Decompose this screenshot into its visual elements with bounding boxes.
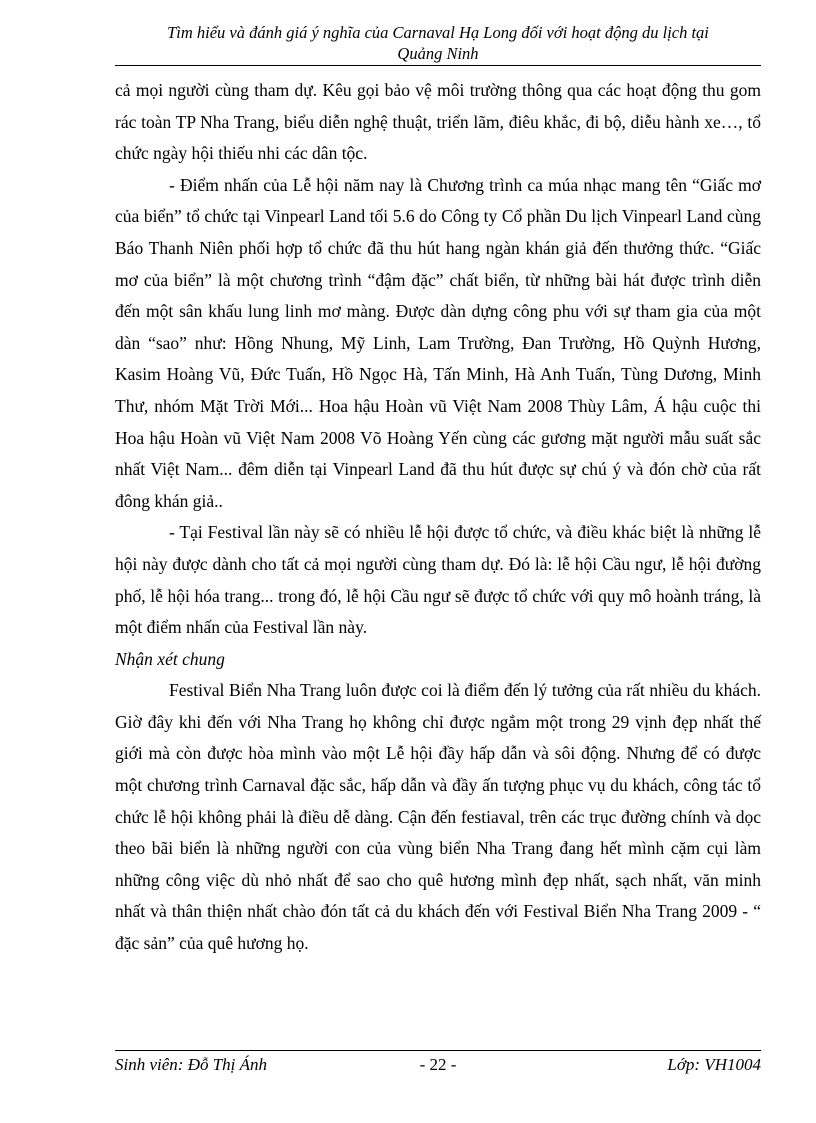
header-title-line1: Tìm hiểu và đánh giá ý nghĩa của Carnaval Hạ Long đối với hoạt động du lịch tại <box>167 23 709 42</box>
paragraph-highlight-program: - Điểm nhấn của Lễ hội năm nay là Chương trình ca múa nhạc mang tên “Giấc mơ của biển” tổ chức tại Vinpearl Land tối 5.6 do Công ty Cổ phần Du lịch Vinpearl Land cùng Báo Thanh Niên phối hợp tổ chức đã thu hút hang ngàn khán giả đến thưởng thức. “Giấc mơ của biển” là một chương trình “đậm đặc” chất biển, từ những bài hát được trình diễn đến một sân khấu lung linh mơ màng. Được dàn dựng công phu với sự tham gia của một dàn “sao” như: Hồng Nhung, Mỹ Linh, Lam Trường, Đan Trường, Hồ Quỳnh Hương, Kasim Hoàng Vũ, Đức Tuấn, Hồ Ngọc Hà, Tấn Minh, Hà Anh Tuấn, Tùng Dương, Minh Thư, nhóm Mặt Trời Mới... Hoa hậu Hoàn vũ Việt Nam 2008 Thùy Lâm, Á hậu cuộc thi Hoa hậu Hoàn vũ Việt Nam 2008 Võ Hoàng Yến cùng các gương mặt người mẫu suất sắc nhất Việt Nam... đêm diễn tại Vinpearl Land đã thu hút được sự chú ý và đón chờ của rất đông khán giả.. <box>115 174 761 511</box>
header-title-line2: Quảng Ninh <box>397 44 479 63</box>
page-footer <box>115 1054 761 1076</box>
footer-class: Lớp: VH1004 <box>667 1055 761 1074</box>
section-heading: Nhận xét chung <box>115 648 225 669</box>
paragraph-festivals: - Tại Festival lần này sẽ có nhiều lễ hội được tổ chức, và điều khác biệt là những lễ hội này được dành cho tất cả mọi người cùng tham dự. Đó là: lễ hội Cầu ngư, lễ hội đường phố, lễ hội hóa trang... trong đó, lễ hội Cầu ngư sẽ được tổ chức với quy mô hoành tráng, là một điểm nhấn của Festival lần này. <box>115 522 761 638</box>
page-header <box>115 22 761 64</box>
page-number: - 22 - <box>419 1055 457 1074</box>
footer-divider <box>115 1050 761 1051</box>
footer-student: Sinh viên: Đỗ Thị Ánh <box>115 1055 268 1074</box>
header-divider <box>115 65 761 66</box>
paragraph-continuation: cả mọi người cùng tham dự. Kêu gọi bảo vệ môi trường thông qua các hoạt động thu gom rác toàn TP Nha Trang, biểu diễn nghệ thuật, triển lãm, điêu khắc, đi bộ, diễu hành xe…, tổ chức ngày hội thiếu nhi các dân tộc. <box>115 80 761 164</box>
paragraph-general-remarks: Festival Biển Nha Trang luôn được coi là điểm đến lý tưởng của rất nhiều du khách. Giờ đây khi đến với Nha Trang họ không chỉ được ngắm một trong 29 vịnh đẹp nhất thế giới mà còn được hòa mình vào một Lễ hội đầy hấp dẫn và sôi động. Nhưng để có được một chương trình Carnaval đặc sắc, hấp dẫn và đầy ấn tượng phục vụ du khách, công tác tổ chức lễ hội không phải là điều dễ dàng. Cận đến festiaval, trên các trục đường chính và dọc theo bãi biển là những người con của vùng biển Nha Trang đang hết mình cặm cụi làm những công việc dù nhỏ nhất để sao cho quê hương mình đẹp nhất, sạch nhất, văn minh nhất và thân thiện nhất chào đón tất cả du khách đến với Festival Biển Nha Trang 2009 - “ đặc sản” của quê hương họ. <box>115 680 761 954</box>
document-body <box>115 75 761 960</box>
